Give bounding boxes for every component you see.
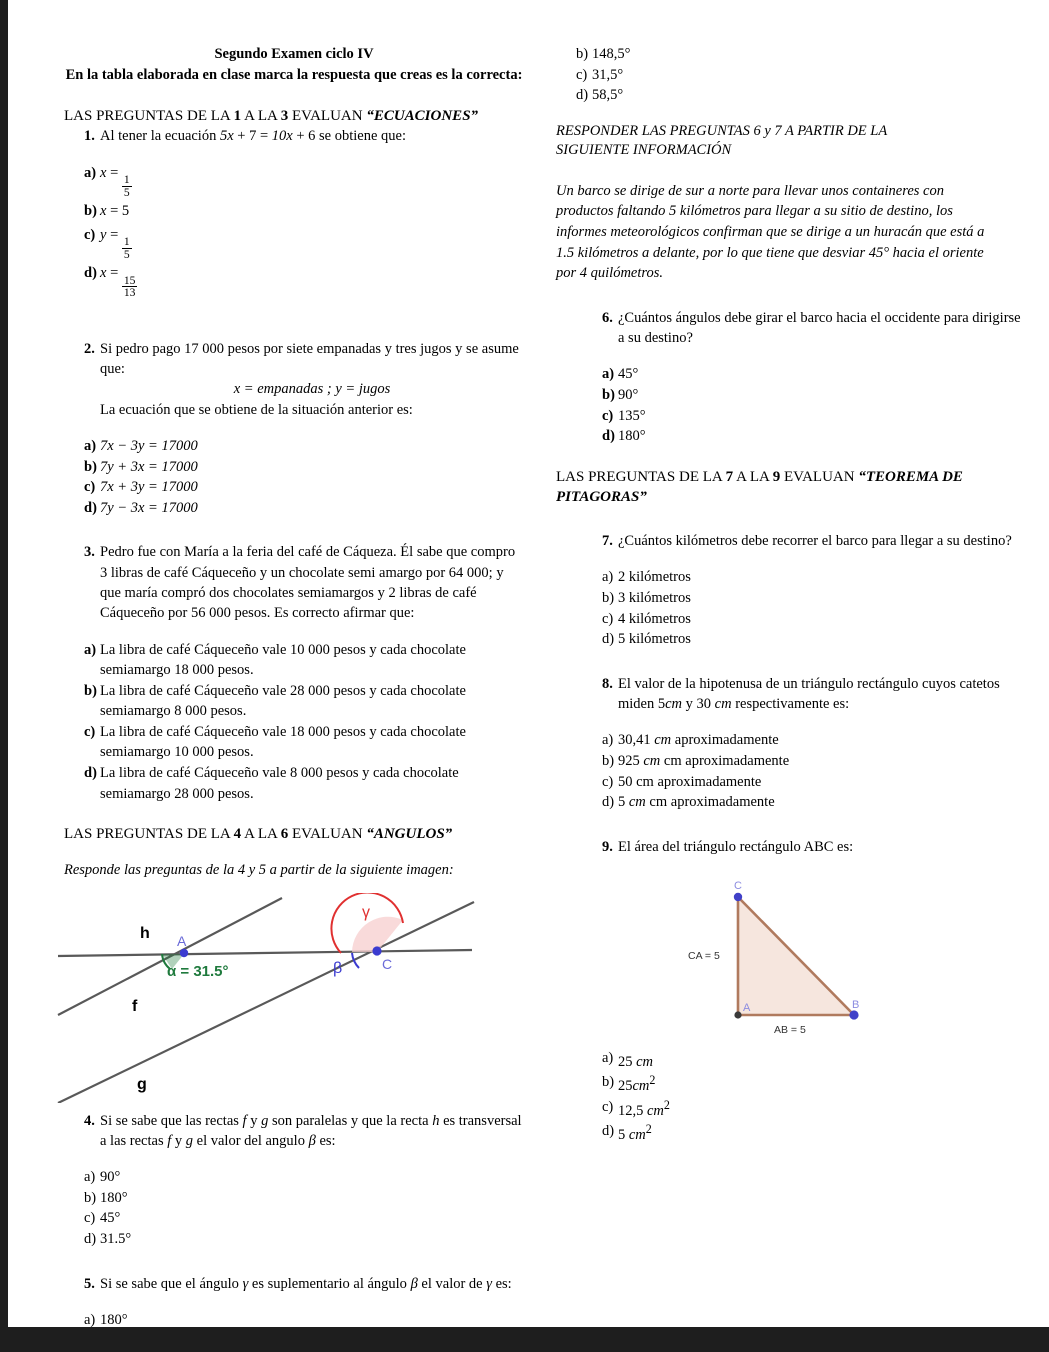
q5-opt-c-letter: c) (576, 66, 588, 83)
question-1 (64, 126, 524, 146)
info-header (556, 122, 1026, 161)
option-item[interactable] (64, 1208, 524, 1229)
side-label-AB: AB = 5 (774, 1023, 806, 1036)
question-9 (556, 837, 1026, 857)
q5-beta: β (410, 1275, 418, 1292)
question-9-options (556, 1048, 1026, 1146)
angles-instruction: Responde las preguntas de la 4 y 5 a partir de la siguiente imagen: (64, 862, 454, 879)
parallel-lines-svg (22, 893, 492, 1103)
q9-d-pre: 5 (618, 1127, 629, 1144)
right-column (556, 0, 1026, 1146)
right-triangle-svg (686, 865, 886, 1040)
vertex-A-dot (734, 1011, 741, 1018)
q7-opt-b-letter: b) (602, 590, 615, 607)
info-header-line2: SIGUIENTE INFORMACIÓN (556, 142, 732, 159)
q5-gamma2: γ (486, 1275, 492, 1292)
q8-opt-b-value (618, 751, 1026, 772)
q4-opt-b-value: 180° (100, 1189, 128, 1206)
q4-opt-c-value: 45° (100, 1210, 121, 1227)
beta-arc (352, 953, 359, 968)
q4-line-f2: f (167, 1133, 172, 1149)
q6-opt-d-value: 180° (618, 428, 646, 445)
q8-b-post: cm aproximadamente (660, 752, 790, 769)
q1-opt-d-den: 13 (123, 286, 136, 300)
section-eq-n1: 1 (233, 108, 242, 125)
q9-d-it: cm (628, 1127, 646, 1144)
q6-opt-d-letter: d) (602, 428, 615, 445)
q5-opt-c-value: 31,5° (592, 66, 624, 83)
q4-t-d: es transversal a las rectas (100, 1112, 522, 1149)
option-item[interactable] (64, 1167, 524, 1188)
q1-opt-c-eq: = (106, 226, 122, 243)
question-2-number: 2. (84, 340, 95, 357)
label-beta: β (333, 959, 343, 977)
q4-opt-a-value: 90° (100, 1169, 121, 1186)
option-item[interactable] (556, 44, 1026, 65)
question-7 (556, 531, 1026, 551)
q4-line-h: h (432, 1112, 440, 1129)
label-C: C (382, 955, 393, 972)
q6-opt-a-letter: a) (602, 366, 615, 383)
vertex-label-C: C (734, 879, 742, 892)
q9-c-sup: 2 (663, 1097, 670, 1112)
right-triangle-figure (556, 865, 1026, 1040)
q1-opt-c-value (100, 225, 524, 261)
option-item[interactable] (64, 640, 524, 681)
label-gamma: γ (362, 903, 370, 921)
q1-opt-b-plain: 5 (121, 203, 130, 220)
q8-opt-b-letter: b) (602, 752, 615, 769)
option-item[interactable] (64, 763, 524, 804)
q8-cm2: cm (714, 696, 732, 713)
question-4-number: 4. (84, 1112, 95, 1129)
option-item[interactable] (64, 225, 524, 261)
q2-variable-definition: x = empanadas ; y = jugos (233, 381, 391, 398)
q9-b-it: cm (632, 1078, 650, 1095)
option-item[interactable] (64, 1310, 524, 1331)
q5-opt-d-letter: d) (576, 87, 589, 104)
option-item[interactable] (582, 751, 1026, 772)
option-item[interactable] (64, 1188, 524, 1209)
question-7-number: 7. (602, 533, 613, 550)
question-6-text: ¿Cuántos ángulos debe girar el barco hacia el occidente para dirigirse a su destino? (618, 309, 1021, 347)
vertex-B-dot (849, 1010, 858, 1019)
q5-t-d: es: (491, 1275, 512, 1292)
q8-opt-d-letter: d) (602, 794, 615, 811)
option-item[interactable] (64, 498, 524, 519)
section-header-equations (64, 106, 524, 126)
q1-opt-d-num: 15 (123, 273, 136, 287)
question-6-options (556, 364, 1026, 446)
q4-line-g: g (261, 1112, 269, 1129)
section-eq-n2: 3 (280, 108, 289, 125)
line-h (58, 950, 472, 956)
option-item[interactable] (582, 567, 1026, 588)
info-paragraph: Un barco se dirige de sur a norte para llevar unos containeres con productos faltando 5 kilómetros para llegar a su sitio de destino, los informes meteorológicos confirman que se dirige a un huracán que está a 1.5 kilómetros a delante, por lo que tiene que desviar 45° hacia el oriente por 4 quilómetros. (556, 182, 985, 282)
option-item[interactable] (582, 609, 1026, 630)
q3-opt-b-letter: b) (84, 682, 97, 699)
q9-c-pre: 12,5 (618, 1102, 647, 1119)
q7-opt-c-value: 4 kilómetros (618, 610, 691, 627)
option-item[interactable] (64, 163, 524, 199)
q8-b-it: cm (643, 752, 661, 769)
question-3-number: 3. (84, 544, 95, 561)
q1-eq-b: + 7 = (233, 128, 272, 145)
q5-t-c: el valor de (417, 1275, 487, 1292)
q1-opt-b-value (100, 201, 524, 222)
q9-opt-b-value (618, 1072, 1026, 1096)
q2-line2: La ecuación que se obtiene de la situación anterior es: (100, 401, 413, 418)
q1-opt-b-var: x (100, 203, 107, 220)
q2-opt-b-letter: b) (84, 458, 97, 475)
q3-opt-c-letter: c) (84, 723, 96, 740)
q1-opt-c-var: y (100, 226, 107, 243)
point-C-dot (372, 946, 381, 955)
q1-opt-d-fraction (122, 275, 138, 299)
q3-opt-d-letter: d) (84, 765, 97, 781)
q8-b-pre: 925 (618, 752, 644, 769)
q4-opt-d-value: 31.5° (100, 1231, 132, 1248)
q9-b-pre: 25 (618, 1078, 633, 1095)
q4-opt-b-letter: b) (84, 1189, 97, 1206)
question-9-number: 9. (602, 838, 613, 855)
question-5-text (100, 1274, 524, 1294)
q7-opt-c-letter: c) (602, 610, 614, 627)
vertex-C-dot (734, 893, 742, 901)
q8-opt-a-letter: a) (602, 732, 614, 749)
option-item[interactable] (64, 1229, 524, 1250)
option-item[interactable] (64, 681, 524, 722)
option-item[interactable] (582, 730, 1026, 751)
option-item[interactable] (582, 1048, 1026, 1072)
option-item[interactable] (64, 436, 524, 457)
q9-a-it: cm (636, 1053, 654, 1070)
q1-pre: Al tener la ecuación (100, 128, 220, 145)
q1-opt-a-var: x (100, 164, 107, 181)
vertex-label-A: A (743, 1001, 751, 1014)
section-ang-mid: A LA (241, 826, 281, 843)
q4-line-f: f (242, 1112, 247, 1129)
q9-a-pre: 25 (618, 1053, 637, 1070)
question-6 (556, 308, 1026, 349)
title-block (64, 0, 524, 86)
option-item[interactable] (582, 772, 1026, 793)
q5-opt-d-value: 58,5° (592, 87, 624, 104)
q1-opt-a-eq: = (106, 164, 122, 181)
section-eq-mid: A LA (241, 108, 281, 125)
question-7-text: ¿Cuántos kilómetros debe recorrer el barco para llegar a su destino? (618, 533, 1012, 550)
q3-opt-a-letter: a) (84, 641, 97, 658)
q1-opt-b-eq: = (106, 203, 122, 220)
section-ang-prefix: LAS PREGUNTAS DE LA (64, 826, 234, 843)
question-4 (64, 1111, 524, 1152)
q7-opt-d-letter: d) (602, 631, 615, 648)
q9-opt-d-value (618, 1121, 1026, 1145)
q1-opt-a-num: 1 (123, 172, 130, 186)
q7-opt-b-value: 3 kilómetros (618, 590, 691, 607)
q5-gamma: γ (242, 1275, 249, 1292)
q5-t-b: es suplementario al ángulo (248, 1275, 411, 1292)
q1-post: se obtiene que: (315, 128, 406, 145)
option-item[interactable] (582, 1072, 1026, 1096)
option-item[interactable] (64, 201, 524, 222)
left-column (64, 0, 524, 1330)
q5-opt-b-value: 148,5° (592, 46, 631, 62)
question-2-options (64, 436, 524, 518)
line-g (58, 902, 474, 1103)
q1-opt-c-letter: c) (84, 226, 96, 243)
question-5-options (64, 1310, 524, 1331)
section-eq-prefix: LAS PREGUNTAS DE LA (64, 108, 234, 125)
q3-opt-d-value: La libra de café Cáqueceño vale 8 000 pesos y cada chocolate semiamargo 28 000 pesos. (100, 765, 459, 802)
q1-opt-a-letter: a) (84, 164, 97, 181)
info-header-line1: RESPONDER LAS PREGUNTAS 6 y 7 A PARTIR DE LA (556, 122, 888, 139)
q8-d-post: cm aproximadamente (645, 794, 775, 811)
question-3-text: Pedro fue con María a la feria del café de Cáqueza. Él sabe que compro 3 libras de café Cáqueceño y un chocolate semi amargo por 64 000; y que maría compró dos chocolates semiamargos y 2 libras de café Cáqueceño por 56 000 pesos. Es correcto afirmar que: (100, 544, 516, 622)
option-item[interactable] (582, 629, 1026, 650)
q2-opt-a-value: 7x − 3y = 17000 (100, 438, 198, 455)
label-alpha: α = 31.5° (167, 962, 229, 980)
section-pit-suffix: EVALUAN (780, 468, 859, 485)
q4-beta: β (308, 1133, 316, 1149)
q3-opt-a-value: La libra de café Cáqueceño vale 10 000 pesos y cada chocolate semiamargo 18 000 pesos. (100, 641, 466, 679)
q8-d-pre: 5 (618, 794, 629, 811)
question-4-text (100, 1111, 524, 1152)
q5-opt-a-letter: a) (84, 1311, 96, 1328)
q4-t-c: son paralelas y que la recta (268, 1112, 433, 1129)
q1-opt-a-fraction (122, 174, 132, 198)
q3-opt-b-value: La libra de café Cáqueceño vale 28 000 pesos y cada chocolate semiamargo 8 000 pesos. (100, 682, 466, 720)
q4-t-a: Si se sabe que las rectas (100, 1112, 243, 1129)
q6-opt-b-letter: b) (602, 386, 615, 403)
question-1-text (100, 126, 524, 146)
q1-eq-a: 5x (219, 128, 234, 145)
q9-d-sup: 2 (645, 1122, 652, 1137)
q4-opt-c-letter: c) (84, 1210, 96, 1227)
q9-opt-c-value (618, 1097, 1026, 1121)
option-item[interactable] (582, 385, 1026, 406)
triangle-shape (738, 897, 854, 1015)
q9-opt-d-letter: d) (602, 1123, 615, 1140)
section-pit-n1: 7 (725, 468, 734, 485)
q8-opt-d-value (618, 792, 1026, 813)
section-ang-suffix: EVALUAN (288, 826, 367, 843)
question-9-text: El área del triángulo rectángulo ABC es: (618, 838, 854, 855)
q1-opt-d-value (100, 263, 524, 299)
q6-opt-b-value: 90° (618, 386, 639, 403)
parallel-lines-figure (22, 893, 524, 1103)
question-7-options (556, 567, 1026, 649)
label-h: h (140, 924, 150, 942)
q9-opt-a-letter: a) (602, 1049, 614, 1066)
q2-opt-d-value: 7y − 3x = 17000 (100, 499, 198, 516)
q2-opt-d-letter: d) (84, 499, 97, 516)
question-8-text (618, 674, 1026, 715)
label-A: A (177, 932, 187, 949)
q8-d-it: cm (628, 794, 646, 811)
question-2-text (100, 339, 524, 420)
section-header-angles (64, 824, 524, 844)
q1-opt-a-den: 5 (123, 185, 130, 199)
question-3 (64, 542, 524, 623)
option-item[interactable] (556, 85, 1026, 106)
vertex-label-B: B (852, 998, 860, 1011)
q8-opt-c-letter: c) (602, 773, 614, 790)
q2-opt-a-letter: a) (84, 438, 97, 455)
q1-opt-c-num: 1 (123, 235, 130, 249)
question-2 (64, 339, 524, 420)
option-item[interactable] (582, 1097, 1026, 1121)
question-4-options (64, 1167, 524, 1249)
q1-opt-c-den: 5 (123, 247, 130, 261)
option-item[interactable] (582, 792, 1026, 813)
page-title: Segundo Examen ciclo IV (214, 46, 374, 62)
q6-opt-c-value: 135° (618, 407, 646, 424)
section-eq-topic: “ECUACIONES” (366, 108, 479, 125)
option-item[interactable] (582, 588, 1026, 609)
q1-opt-b-letter: b) (84, 203, 97, 220)
q1-opt-d-eq: = (106, 265, 122, 282)
q7-opt-a-value: 2 kilómetros (618, 569, 691, 586)
question-5-options-continued (556, 44, 1026, 106)
q8-a-pre: 30,41 (618, 732, 655, 749)
side-label-CA: CA = 5 (688, 949, 720, 962)
option-item[interactable] (582, 426, 1026, 447)
q4-t-f: el valor del angulo (193, 1133, 309, 1149)
q4-t-g: es: (315, 1133, 336, 1149)
section-header-pitagoras (556, 467, 1006, 508)
q8-cm1: cm (665, 696, 683, 713)
section-ang-n2: 6 (280, 826, 289, 843)
section-pit-prefix: LAS PREGUNTAS DE LA (556, 468, 726, 485)
section-pit-mid: A LA (733, 468, 773, 485)
label-f: f (132, 997, 138, 1015)
q8-opt-a-value (618, 730, 1026, 751)
option-item[interactable] (64, 722, 524, 763)
q8-a-it: cm (654, 732, 672, 749)
q4-t-b: y (246, 1112, 262, 1129)
section-pit-n2: 9 (772, 468, 781, 485)
q5-t-a: Si se sabe que el ángulo (100, 1275, 243, 1292)
option-item[interactable] (556, 65, 1026, 86)
question-1-number: 1. (84, 128, 95, 145)
q2-line1: Si pedro pago 17 000 pesos por siete empanadas y tres jugos y se asume que: (100, 340, 519, 378)
q6-opt-c-letter: c) (602, 407, 614, 424)
question-6-number: 6. (602, 309, 613, 326)
question-5 (64, 1274, 524, 1294)
option-item[interactable] (64, 477, 524, 498)
q7-opt-d-value: 5 kilómetros (618, 631, 691, 648)
q8-t-c: respectivamente es: (731, 696, 850, 713)
q1-opt-d-letter: d) (84, 265, 97, 282)
q4-opt-a-letter: a) (84, 1169, 96, 1186)
q7-opt-a-letter: a) (602, 569, 614, 586)
section-eq-suffix: EVALUAN (288, 108, 367, 125)
q1-eq-d: + 6 (292, 128, 316, 145)
question-3-options (64, 640, 524, 805)
option-item[interactable] (582, 364, 1026, 385)
question-8-number: 8. (602, 675, 613, 692)
q8-t-a: El valor de la hipotenusa de un triángulo rectángulo cuyos catetos miden 5 (618, 675, 1000, 713)
q5-opt-b-letter: b) (576, 46, 589, 62)
q8-c-pre: 50 cm aproximadamente (618, 773, 762, 790)
section-ang-topic: “ANGULOS” (366, 826, 453, 843)
question-8 (556, 674, 1026, 715)
q2-opt-c-letter: c) (84, 479, 96, 496)
exam-page (8, 0, 1049, 1327)
q6-opt-a-value: 45° (618, 366, 639, 383)
question-8-options (556, 730, 1026, 812)
q5-opt-a-value: 180° (100, 1311, 128, 1328)
option-item[interactable] (64, 457, 524, 478)
q8-t-b: y 30 (682, 696, 715, 713)
section-ang-n1: 4 (233, 826, 242, 843)
question-1-options (64, 163, 524, 299)
q8-a-post: aproximadamente (671, 732, 779, 749)
q3-opt-c-value: La libra de café Cáqueceño vale 18 000 pesos y cada chocolate semiamargo 10 000 pesos. (100, 723, 466, 761)
q1-opt-a-value (100, 163, 524, 199)
option-item[interactable] (64, 263, 524, 299)
label-g: g (137, 1075, 147, 1093)
question-5-number: 5. (84, 1275, 95, 1292)
exam-instruction: En la tabla elaborada en clase marca la respuesta que creas es la correcta: (65, 67, 523, 84)
q4-opt-d-letter: d) (84, 1231, 97, 1248)
q8-opt-c-value (618, 772, 1026, 793)
q9-opt-b-letter: b) (602, 1074, 615, 1091)
section-pit-topic: “TEOREMA DE PITAGORAS” (556, 468, 963, 505)
q1-opt-d-var: x (100, 265, 107, 282)
point-A-dot (180, 949, 188, 957)
q4-t-e: y (171, 1133, 186, 1149)
q9-c-it: cm (647, 1102, 664, 1119)
q1-opt-c-fraction (122, 236, 132, 260)
q1-eq-c: 10x (271, 128, 293, 145)
option-item[interactable] (582, 1121, 1026, 1145)
q9-opt-a-value (618, 1048, 1026, 1072)
q4-line-g2: g (185, 1133, 194, 1149)
q9-b-sup: 2 (649, 1073, 656, 1088)
q9-opt-c-letter: c) (602, 1098, 614, 1115)
q2-opt-c-value: 7x + 3y = 17000 (100, 479, 198, 496)
q2-opt-b-value: 7y + 3x = 17000 (100, 458, 198, 475)
option-item[interactable] (582, 406, 1026, 427)
